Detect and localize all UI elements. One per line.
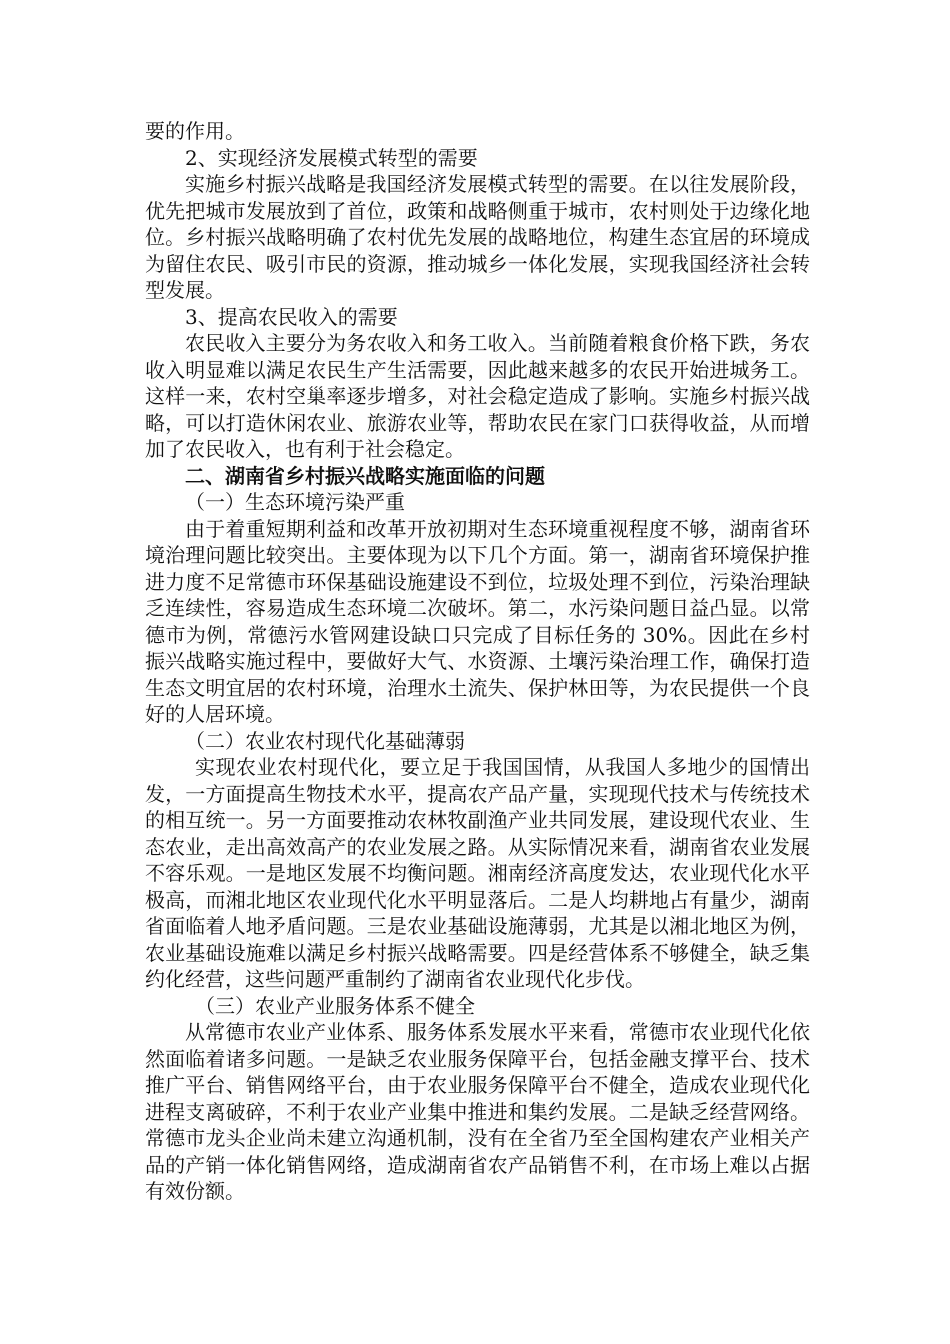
paragraph-economic-transformation: 实施乡村振兴战略是我国经济发展模式转型的需要。在以往发展阶段，优先把城市发展放到了首位，政策和战略侧重于城市，农村则处于边缘化地位。乡村振兴战略明确了农村优先发展的战略地位，构建生态宜居的环境成为留住农民、吸引市民的资源，推动城乡一体化发展，实现我国经济社会转型发展。 bbox=[145, 172, 810, 302]
paragraph-farmer-income: 农民收入主要分为务农收入和务工收入。当前随着粮食价格下跌，务农收入明显难以满足农民生产生活需要，因此越来越多的农民开始进城务工。这样一来，农村空巢率逐步增多，对社会稳定造成了影响。实施乡村振兴战略，可以打造休闲农业、旅游农业等，帮助农民在家门口获得收益，从而增加了农民收入，也有利于社会稳定。 bbox=[145, 331, 810, 461]
subheading-economic-transformation: 2、实现经济发展模式转型的需要 bbox=[185, 145, 478, 170]
document-page bbox=[145, 118, 810, 1205]
paragraph-service-system: 从常德市农业产业体系、服务体系发展水平来看，常德市农业现代化依然面临着诸多问题。一是缺乏农业服务保障平台，包括金融支撑平台、技术推广平台、销售网络平台，由于农业服务保障平台不健全，造成农业现代化进程支离破碎，不利于农业产业集中推进和集约发展。二是缺乏经营网络。常德市龙头企业尚未建立沟通机制，没有在全省乃至全国构建农产业相关产品的产销一体化销售网络，造成湖南省农产品销售不利，在市场上难以占据有效份额。 bbox=[145, 1020, 810, 1203]
subheading-farmer-income: 3、提高农民收入的需要 bbox=[185, 304, 398, 329]
subheading-service-system: （三）农业产业服务体系不健全 bbox=[195, 993, 475, 1018]
paragraph-ecological-pollution: 由于着重短期利益和改革开放初期对生态环境重视程度不够，湖南省环境治理问题比较突出。主要体现为以下几个方面。第一，湖南省环境保护推进力度不足常德市环保基础设施建设不到位，垃圾处理不到位，污染治理缺乏连续性，容易造成生态环境二次破坏。第二，水污染问题日益凸显。以常德市为例，常德污水管网建设缺口只完成了目标任务的 30%。因此在乡村振兴战略实施过程中，要做好大气、水资源、土壤污染治理工作，确保打造生态文明宜居的农村环境，治理水土流失、保护林田等，为农民提供一个良好的人居环境。 bbox=[145, 516, 810, 726]
paragraph-continuation: 要的作用。 bbox=[145, 119, 245, 143]
subheading-ecological-pollution: （一）生态环境污染严重 bbox=[185, 490, 405, 514]
paragraph-modernization-foundation: 实现农业农村现代化，要立足于我国国情，从我国人多地少的国情出发，一方面提高生物技术水平，提高农产品产量，实现现代技术与传统技术的相互统一。另一方面要推动农林牧副渔产业共同发展，建设现代农业、生态农业，走出高效高产的农业发展之路。从实际情况来看，湖南省农业发展不容乐观。一是地区发展不均衡问题。湘南经济高度发达，农业现代化水平极高，而湘北地区农业现代化水平明显落后。二是人均耕地占有量少，湖南省面临着人地矛盾问题。三是农业基础设施薄弱，尤其是以湘北地区为例，农业基础设施难以满足乡村振兴战略需要。四是经营体系不够健全，缺乏集约化经营，这些问题严重制约了湖南省农业现代化步伐。 bbox=[145, 755, 810, 991]
subheading-modernization-foundation: （二）农业农村现代化基础薄弱 bbox=[185, 728, 465, 753]
section-heading-problems: 二、湖南省乡村振兴战略实施面临的问题 bbox=[185, 463, 545, 488]
